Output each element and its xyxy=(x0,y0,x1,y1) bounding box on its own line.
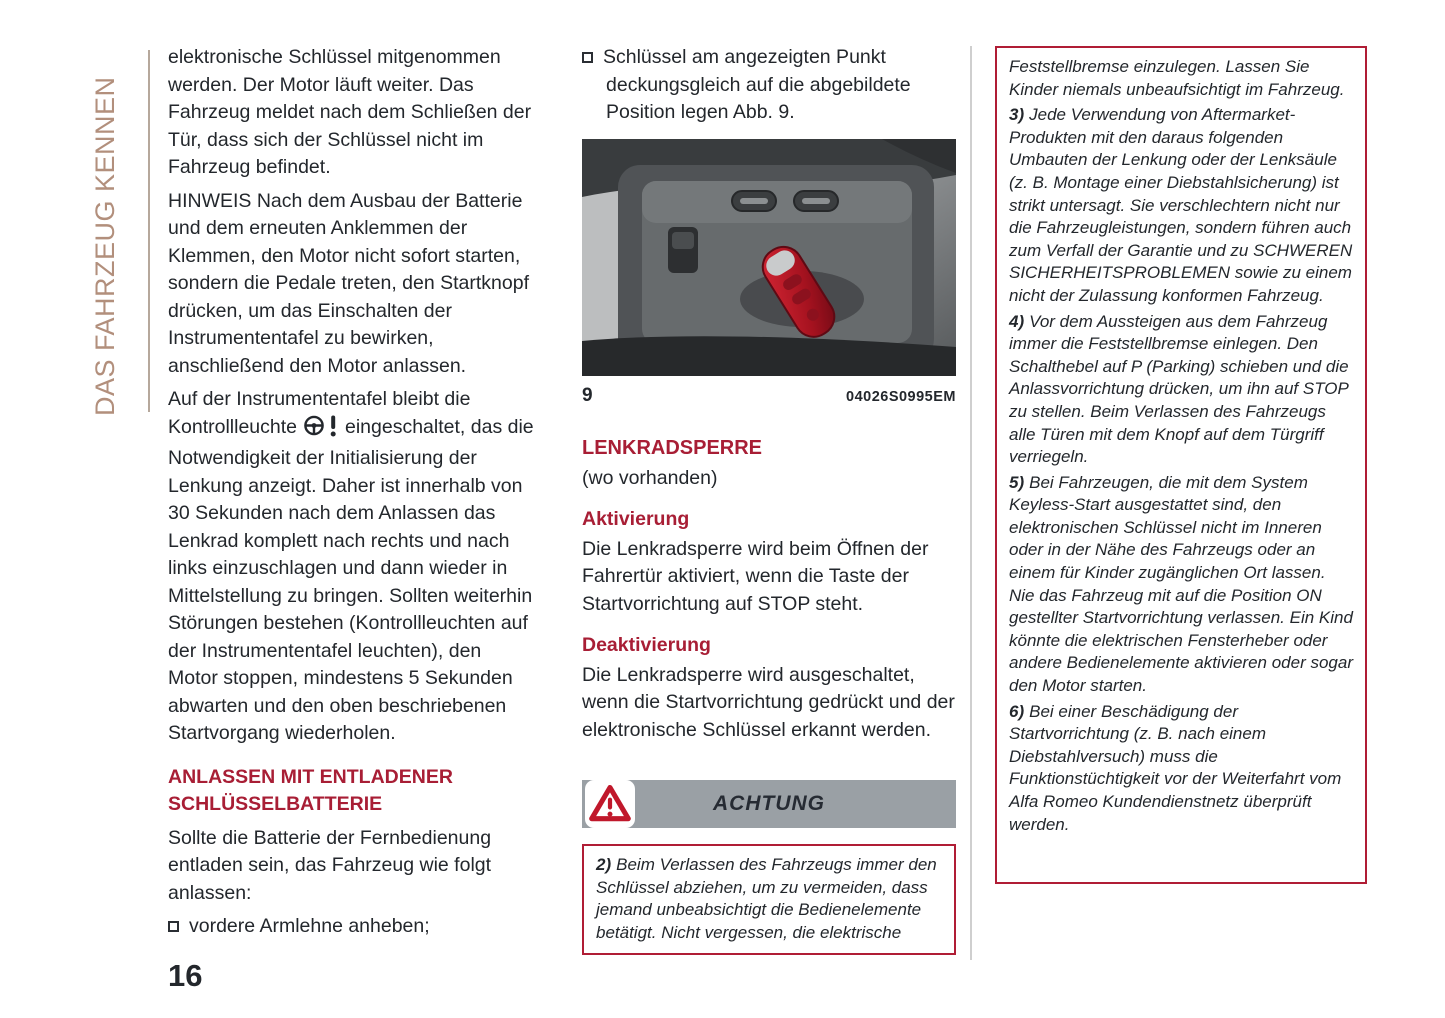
list-item-text: Schlüssel am angezeigten Punkt deckungsgleich auf die abgebildete Position legen Abb. 9. xyxy=(603,46,911,123)
body-paragraph: elektronische Schlüssel mitgenommen werden. Der Motor läuft weiter. Das Fahrzeug meldet nach dem Schließen der Tür, dass sich der Schlüssel nicht im Fahrzeug befindet. xyxy=(168,46,532,178)
paragraph-text: Auf der Instrumententafel bleibt die Kontrollleuchte xyxy=(168,388,471,438)
sidebar-rule xyxy=(148,50,150,412)
page-number: 16 xyxy=(168,958,203,993)
warning-triangle-icon xyxy=(585,780,635,828)
column-1 xyxy=(168,44,534,947)
list-item xyxy=(168,913,534,941)
paragraph-text: eingeschaltet, das die Notwendigkeit der Initialisierung der Lenkung anzeigt. Daher ist innerhalb von 30 Sekunden nach dem Anlassen das Lenkrad komplett nach rechts und nach links einzuschlagen und dann wieder in Mittelstellung zu bringen. Sollten weiterhin Störungen bestehen (Kontrollleuchten auf der Instrumententafel leuchten), den Motor stoppen, mindestens 5 Sekunden abwarten und den oben beschriebenen Startvorgang wiederholen. xyxy=(168,415,534,744)
body-paragraph xyxy=(168,386,534,748)
body-paragraph: HINWEIS Nach dem Ausbau der Batterie und dem erneuten Anklemmen der Klemmen, den Motor nicht sofort starten, sondern die Pedale treten, den Startknopf drücken, um das Einschalten der Instrumententafel zu bewirken, anschließend den Motor anlassen. xyxy=(168,189,529,377)
warning-paragraph xyxy=(596,854,942,944)
warning-paragraph xyxy=(1009,701,1353,837)
warning-paragraph xyxy=(1009,472,1353,698)
column-divider xyxy=(970,46,972,960)
figure-caption-row xyxy=(582,382,956,412)
console-key-photo xyxy=(582,139,956,376)
section-heading: ANLASSEN MIT ENTLADENER SCHLÜSSELBATTERIE xyxy=(168,765,453,815)
subsection-heading: Deaktivierung xyxy=(582,634,711,656)
section-subnote: (wo vorhanden) xyxy=(582,466,718,489)
warning-text: Bei Fahrzeugen, die mit dem System Keyless-Start ausgestattet sind, den elektronischen Schlüssel nicht im Inneren oder in der Nähe des Fahrzeugs oder an einem für Kinder zugänglichen Ort lassen. Nie das Fahrzeug mit auf die Position ON gestellter Startvorrichtung verlassen. Ein Kind könnte die elektrischen Fensterheber oder andere Bedienelemente aktivieren oder sogar den Motor starten. xyxy=(1009,472,1354,696)
figure-number: 9 xyxy=(582,384,593,406)
warning-box-continued xyxy=(995,46,1367,884)
steering-lock-warning-icon xyxy=(303,414,339,446)
list-item xyxy=(582,44,956,127)
section-heading: LENKRADSPERRE xyxy=(582,437,763,459)
warning-banner xyxy=(582,780,956,828)
figure-code: 04026S0995EM xyxy=(846,388,956,405)
warning-text: Jede Verwendung von Aftermarket-Produkten mit den daraus folgenden Umbauten der Lenkung oder der Lenksäule (z. B. Montage einer Diebstahlsicherung) ist strikt untersagt. Sie verschlechtern nicht nur die Fahrzeugleistungen, sondern führen auch zum Verfall der Garantie und zu SCHWEREN SICHERHEITSPROBLEMEN sowie zu einem nicht der Zulassung konformen Fahrzeug. xyxy=(1009,105,1353,305)
list-item-text: vordere Armlehne anheben; xyxy=(189,915,430,937)
warning-paragraph xyxy=(1009,311,1353,469)
console-photo-illustration xyxy=(582,139,956,376)
warning-box xyxy=(582,844,956,955)
warning-text: Vor dem Aussteigen aus dem Fahrzeug immer die Feststellbremse einlegen. Den Schalthebel auf P (Parking) schieben und die Anlassvorrichtung drücken, um ihn auf STOP zu stellen. Beim Verlassen des Fahrzeugs alle Türen mit dem Knopf auf dem Türgriff verriegeln. xyxy=(1009,311,1349,467)
subsection-heading: Aktivierung xyxy=(582,508,690,530)
square-bullet-icon xyxy=(168,921,179,932)
warning-number: 2) xyxy=(596,855,612,874)
warning-number: 6) xyxy=(1009,701,1025,721)
warning-text: Bei einer Beschädigung der Startvorrichtung (z. B. nach einem Diebstahlversuch) muss die Funktionstüchtigkeit vor der Weiterfahrt vom Alfa Romeo Kundendienstnetz überprüft werden. xyxy=(1009,701,1342,834)
warning-banner-label: ACHTUNG xyxy=(713,792,825,816)
warning-text: Beim Verlassen des Fahrzeugs immer den Schlüssel abziehen, um zu vermeiden, dass jemand unbeabsichtigt die Bedienelemente betätigt. Nicht vergessen, die elektrische xyxy=(596,855,937,942)
body-paragraph: Sollte die Batterie der Fernbedienung entladen sein, das Fahrzeug wie folgt anlassen: xyxy=(168,826,492,904)
chapter-sidebar xyxy=(86,46,146,418)
warning-number: 3) xyxy=(1009,105,1025,125)
body-paragraph: Die Lenkradsperre wird ausgeschaltet, wenn die Startvorrichtung gedrückt und der elektronische Schlüssel erkannt werden. xyxy=(582,663,955,741)
chapter-title-vertical: DAS FAHRZEUG KENNEN xyxy=(90,76,120,416)
square-bullet-icon xyxy=(582,52,593,63)
warning-paragraph xyxy=(1009,56,1353,101)
body-paragraph: Die Lenkradsperre wird beim Öffnen der Fahrertür aktiviert, wenn die Taste der Startvorrichtung auf STOP steht. xyxy=(582,537,929,615)
warning-text: Feststellbremse einzulegen. Lassen Sie Kinder niemals unbeaufsichtigt im Fahrzeug. xyxy=(1009,57,1345,99)
warning-number: 4) xyxy=(1009,311,1025,331)
warning-paragraph xyxy=(1009,104,1353,307)
warning-number: 5) xyxy=(1009,472,1025,492)
column-2 xyxy=(582,44,956,955)
